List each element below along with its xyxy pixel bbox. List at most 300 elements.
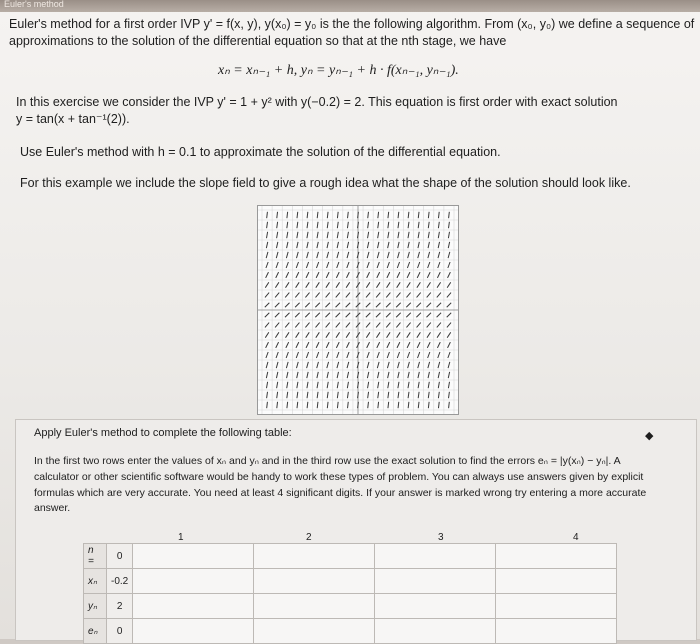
slope-segment <box>418 362 420 368</box>
slope-segment <box>267 402 268 408</box>
slope-segment <box>386 323 390 328</box>
slope-segment <box>336 293 340 298</box>
slope-segment <box>387 272 390 278</box>
slope-segment <box>449 212 450 218</box>
slope-segment <box>396 323 400 328</box>
slope-segment <box>347 392 348 398</box>
slope-segment <box>287 402 288 408</box>
step-size-line: Use Euler's method with h = 0.1 to approximate the solution of the differential equation. <box>20 145 501 159</box>
slope-segment <box>378 232 379 238</box>
slope-field-line: For this example we include the slope field to give a rough idea what the shape of the solution should look like. <box>20 176 631 190</box>
slope-segment <box>388 232 389 238</box>
intro-line-1: Euler's method for a first order IVP y' = f(x, y), y(x₀) = y₀ is the the following algorithm. From (x₀, y₀) we define a sequence of <box>9 17 695 31</box>
slope-segment <box>398 372 399 378</box>
slope-segment <box>418 402 419 408</box>
slope-segment <box>285 313 289 318</box>
row-label-n: n = <box>84 544 107 569</box>
slope-segment <box>326 282 330 287</box>
slope-segment <box>438 232 439 238</box>
slope-segment <box>368 232 369 238</box>
slope-segment <box>406 313 410 318</box>
slope-segment <box>378 222 379 228</box>
slope-segment <box>367 242 368 248</box>
e4-input[interactable] <box>496 619 617 644</box>
row-label-e: eₙ <box>84 619 107 644</box>
slope-segment <box>337 222 338 228</box>
slope-segment <box>276 262 278 268</box>
slope-segment <box>418 262 420 268</box>
slope-segment <box>336 303 340 308</box>
slope-segment <box>287 212 288 218</box>
slope-segment <box>285 323 289 328</box>
slope-segment <box>327 222 328 228</box>
slope-segment <box>408 382 409 388</box>
slope-segment <box>287 222 288 228</box>
slope-segment <box>398 232 399 238</box>
instruction-line-1: In the first two rows enter the values of xₙ and yₙ and in the third row use the exact solution to find the errors eₙ = |y(xₙ) − yₙ|. A <box>34 455 621 467</box>
slope-segment <box>327 372 328 378</box>
slope-segment <box>287 382 288 388</box>
slope-segment <box>307 402 308 408</box>
col-number-4: 4 <box>573 532 579 543</box>
slope-segment <box>368 222 369 228</box>
slope-segment <box>297 382 298 388</box>
slope-segment <box>417 323 421 328</box>
col-number-3: 3 <box>438 532 444 543</box>
slope-segment <box>396 303 400 308</box>
slope-segment <box>266 252 268 258</box>
slope-segment <box>337 252 339 258</box>
slope-segment <box>387 332 391 337</box>
slope-segment <box>336 323 340 328</box>
slope-segment <box>376 293 380 298</box>
table-row-y <box>84 594 617 619</box>
slope-segment <box>408 362 410 368</box>
slope-segment <box>337 262 339 268</box>
slope-segment <box>437 303 441 308</box>
slope-segment <box>277 382 278 388</box>
slope-segment <box>448 372 449 378</box>
ivp-line-1: In this exercise we consider the IVP y' = 1 + y² with y(−0.2) = 2. This equation is first order with exact solution <box>16 95 618 109</box>
y2-input[interactable] <box>254 594 375 619</box>
slope-segment <box>418 242 419 248</box>
slope-segment <box>438 262 440 268</box>
slope-segment <box>438 352 440 358</box>
slope-segment <box>377 252 379 258</box>
slope-segment <box>317 372 318 378</box>
slope-segment <box>306 342 309 348</box>
slope-segment <box>326 323 330 328</box>
slope-segment <box>337 402 338 408</box>
slope-segment <box>297 392 298 398</box>
slope-segment <box>337 352 339 358</box>
slope-segment <box>418 232 419 238</box>
slope-segment <box>366 282 370 287</box>
slope-segment <box>417 342 420 348</box>
slope-segment <box>276 342 279 348</box>
slope-segment <box>428 352 430 358</box>
y3-input[interactable] <box>375 594 496 619</box>
slope-segment <box>307 232 308 238</box>
slope-segment <box>277 232 278 238</box>
slope-segment <box>337 242 338 248</box>
slope-segment <box>407 352 409 358</box>
blank-cell <box>254 544 375 569</box>
slope-segment <box>368 212 369 218</box>
slope-segment <box>406 303 410 308</box>
slope-segment <box>337 212 338 218</box>
slope-segment <box>347 222 348 228</box>
slope-segment <box>316 342 319 348</box>
slope-segment <box>347 372 348 378</box>
slope-segment <box>378 372 379 378</box>
slope-segment <box>326 332 330 337</box>
slope-segment <box>387 262 389 268</box>
slope-segment <box>387 352 389 358</box>
slope-segment <box>418 382 419 388</box>
slope-segment <box>275 293 279 298</box>
slope-segment <box>388 372 389 378</box>
slope-segment <box>306 272 309 278</box>
slope-segment <box>428 402 429 408</box>
slope-segment <box>426 313 430 318</box>
slope-segment <box>275 323 279 328</box>
slope-segment <box>448 242 449 248</box>
slope-segment <box>267 222 268 228</box>
apply-heading: Apply Euler's method to complete the following table: <box>34 427 292 439</box>
slope-segment <box>448 252 450 258</box>
euler-formula: xₙ = xₙ₋₁ + h, yₙ = yₙ₋₁ + h · f(xₙ₋₁, yₙ₋₁). <box>218 63 459 78</box>
slope-segment <box>397 282 401 287</box>
table-row-x <box>84 569 617 594</box>
slope-segment <box>438 242 439 248</box>
e1-input[interactable] <box>133 619 254 644</box>
slope-segment <box>418 352 420 358</box>
slope-segment <box>417 272 420 278</box>
slope-segment <box>297 242 298 248</box>
slope-segment <box>327 362 329 368</box>
slope-segment <box>437 293 441 298</box>
slope-segment <box>388 242 389 248</box>
y4-input[interactable] <box>496 594 617 619</box>
col-number-1: 1 <box>178 532 184 543</box>
slope-segment <box>418 222 419 228</box>
slope-segment <box>265 303 269 308</box>
slope-segment <box>346 323 350 328</box>
slope-segment <box>428 382 429 388</box>
slope-segment <box>386 313 390 318</box>
slope-segment <box>296 332 300 337</box>
slope-segment <box>418 372 419 378</box>
slope-segment <box>398 212 399 218</box>
slope-segment <box>416 303 420 308</box>
slope-segment <box>336 313 340 318</box>
slope-segment <box>408 372 409 378</box>
slope-segment <box>265 313 269 318</box>
slope-segment <box>316 272 319 278</box>
slope-segment <box>428 212 429 218</box>
slope-segment <box>447 303 451 308</box>
slope-segment <box>326 293 330 298</box>
slope-segment <box>408 222 409 228</box>
x4-input[interactable] <box>496 569 617 594</box>
slope-segment <box>276 252 278 258</box>
slope-segment <box>337 362 339 368</box>
slope-segment <box>346 272 349 278</box>
slope-segment <box>428 372 429 378</box>
slope-segment <box>388 382 389 388</box>
slope-segment <box>337 232 338 238</box>
slope-segment <box>297 372 298 378</box>
slope-segment <box>316 352 318 358</box>
slope-segment <box>295 313 299 318</box>
slope-segment <box>316 293 320 298</box>
slope-segment <box>448 222 449 228</box>
slope-segment <box>378 382 379 388</box>
slope-segment <box>386 303 390 308</box>
slope-segment <box>447 313 451 318</box>
slope-segment <box>296 352 298 358</box>
slope-segment <box>376 282 380 287</box>
slope-segment <box>447 323 451 328</box>
slope-segment <box>428 222 429 228</box>
slope-segment <box>438 382 439 388</box>
window-top-strip <box>0 0 700 12</box>
slope-segment <box>305 293 309 298</box>
slope-segment <box>286 332 290 337</box>
slope-segment <box>317 252 319 258</box>
slope-segment <box>376 332 380 337</box>
slope-segment <box>317 392 318 398</box>
slope-segment <box>347 252 349 258</box>
slope-segment <box>317 402 318 408</box>
slope-segment <box>327 212 328 218</box>
slope-segment <box>397 332 401 337</box>
slope-segment <box>295 323 299 328</box>
slope-segment <box>397 262 399 268</box>
slope-segment <box>428 242 429 248</box>
slope-segment <box>287 242 288 248</box>
slope-segment <box>398 222 399 228</box>
slope-segment <box>275 313 279 318</box>
slope-segment <box>367 352 369 358</box>
slope-segment <box>327 392 328 398</box>
slope-segment <box>427 282 431 287</box>
slope-segment <box>266 242 267 248</box>
slope-segment <box>346 342 349 348</box>
slope-segment <box>276 352 278 358</box>
slope-segment <box>416 313 420 318</box>
intro-line-2: approximations to the solution of the differential equation so that at the nth stage, we have <box>9 34 507 48</box>
slope-segment <box>316 323 320 328</box>
slope-segment <box>428 362 430 368</box>
slope-segment <box>305 323 309 328</box>
slope-segment <box>306 352 308 358</box>
slope-segment <box>336 272 339 278</box>
x3-input[interactable] <box>375 569 496 594</box>
slope-segment <box>407 342 410 348</box>
slope-segment <box>378 212 379 218</box>
col-number-2: 2 <box>306 532 312 543</box>
slope-segment <box>276 362 278 368</box>
table-row-e <box>84 619 617 644</box>
slope-segment <box>418 212 419 218</box>
slope-segment <box>367 372 368 378</box>
slope-segment <box>265 293 269 298</box>
slope-segment <box>336 332 340 337</box>
slope-segment <box>438 392 439 398</box>
instruction-line-3: formulas which are very accurate. You need at least 4 significant digits. If your answer is marked wrong try entering a more accurate <box>34 487 647 499</box>
slope-segment <box>448 262 450 268</box>
slope-segment <box>287 392 288 398</box>
y1-input[interactable] <box>133 594 254 619</box>
slope-segment <box>366 332 370 337</box>
slope-segment <box>437 323 441 328</box>
slope-segment <box>295 293 299 298</box>
slope-segment <box>347 262 349 268</box>
slope-segment <box>277 402 278 408</box>
slope-segment <box>286 282 290 287</box>
slope-segment <box>337 392 338 398</box>
slope-segment <box>408 212 409 218</box>
slope-segment <box>376 313 380 318</box>
slope-segment <box>347 362 349 368</box>
slope-segment <box>438 372 439 378</box>
slope-segment <box>408 232 409 238</box>
slope-segment <box>366 323 370 328</box>
slope-segment <box>388 212 389 218</box>
slope-segment <box>417 332 421 337</box>
slope-segment <box>397 272 400 278</box>
slope-segment <box>449 402 450 408</box>
slope-segment <box>376 323 380 328</box>
slope-segment <box>266 352 268 358</box>
slope-segment <box>417 282 421 287</box>
slope-segment <box>286 272 289 278</box>
e2-input[interactable] <box>254 619 375 644</box>
slope-segment <box>326 272 329 278</box>
blank-cell <box>133 544 254 569</box>
slope-segment <box>286 262 288 268</box>
slope-segment <box>366 303 370 308</box>
slope-segment <box>348 402 349 408</box>
slope-segment <box>407 262 409 268</box>
slope-segment <box>316 332 320 337</box>
slope-segment <box>378 392 379 398</box>
slope-segment <box>327 242 328 248</box>
slope-segment <box>297 212 298 218</box>
slope-segment <box>276 242 277 248</box>
slope-segment <box>428 262 430 268</box>
slope-segment <box>428 232 429 238</box>
slope-segment <box>287 372 288 378</box>
row-label-y: yₙ <box>84 594 107 619</box>
slope-segment <box>398 252 400 258</box>
slope-segment <box>266 382 267 388</box>
slope-segment <box>367 252 369 258</box>
slope-segment <box>327 252 329 258</box>
slope-segment <box>275 332 279 337</box>
slope-segment <box>327 232 328 238</box>
slope-segment <box>448 392 449 398</box>
slope-segment <box>326 342 329 348</box>
slope-segment <box>377 352 379 358</box>
blank-cell <box>496 544 617 569</box>
slope-segment <box>266 362 268 368</box>
slope-segment <box>317 362 319 368</box>
slope-segment <box>346 282 350 287</box>
header-strip-text: Euler's method <box>4 0 64 9</box>
slope-segment <box>346 303 350 308</box>
slope-segment <box>276 272 279 278</box>
slope-segment <box>317 382 318 388</box>
slope-segment <box>396 293 400 298</box>
slope-segment <box>377 262 379 268</box>
slope-segment <box>367 272 370 278</box>
slope-segment <box>398 242 399 248</box>
euler-table <box>83 543 617 644</box>
slope-segment <box>327 402 328 408</box>
slope-segment <box>408 242 409 248</box>
slope-segment <box>327 352 329 358</box>
x2-input[interactable] <box>254 569 375 594</box>
slope-segment <box>426 303 430 308</box>
e0-value: 0 <box>107 619 133 644</box>
slope-segment <box>307 212 308 218</box>
slope-segment <box>296 262 298 268</box>
slope-segment <box>427 332 431 337</box>
slope-segment <box>396 313 400 318</box>
slope-segment <box>266 232 267 238</box>
slope-segment <box>296 342 299 348</box>
slope-segment <box>447 332 451 337</box>
slope-segment <box>386 293 390 298</box>
slope-segment <box>336 282 340 287</box>
slope-segment <box>448 272 451 278</box>
slope-segment <box>286 362 288 368</box>
slope-segment <box>265 332 269 337</box>
e3-input[interactable] <box>375 619 496 644</box>
slope-segment <box>306 262 308 268</box>
x1-input[interactable] <box>133 569 254 594</box>
slope-segment <box>366 293 370 298</box>
slope-segment <box>277 392 278 398</box>
slope-segment <box>418 392 419 398</box>
slope-segment <box>316 262 318 268</box>
slope-segment <box>346 293 350 298</box>
slope-segment <box>387 342 390 348</box>
slope-segment <box>297 222 298 228</box>
slope-segment <box>286 252 288 258</box>
slope-segment <box>306 282 310 287</box>
slope-segment <box>438 362 440 368</box>
slope-segment <box>305 313 309 318</box>
slope-segment <box>275 282 279 287</box>
slope-segment <box>387 362 389 368</box>
slope-segment <box>357 372 358 378</box>
slope-segment <box>448 342 451 348</box>
slope-segment <box>407 272 410 278</box>
slope-segment <box>307 252 309 258</box>
slope-segment <box>325 303 329 308</box>
slope-segment <box>316 282 320 287</box>
slope-segment <box>398 392 399 398</box>
slope-segment <box>306 332 310 337</box>
slope-segment <box>448 232 449 238</box>
x0-value: -0.2 <box>107 569 133 594</box>
slope-segment <box>368 382 369 388</box>
slope-segment <box>397 342 400 348</box>
